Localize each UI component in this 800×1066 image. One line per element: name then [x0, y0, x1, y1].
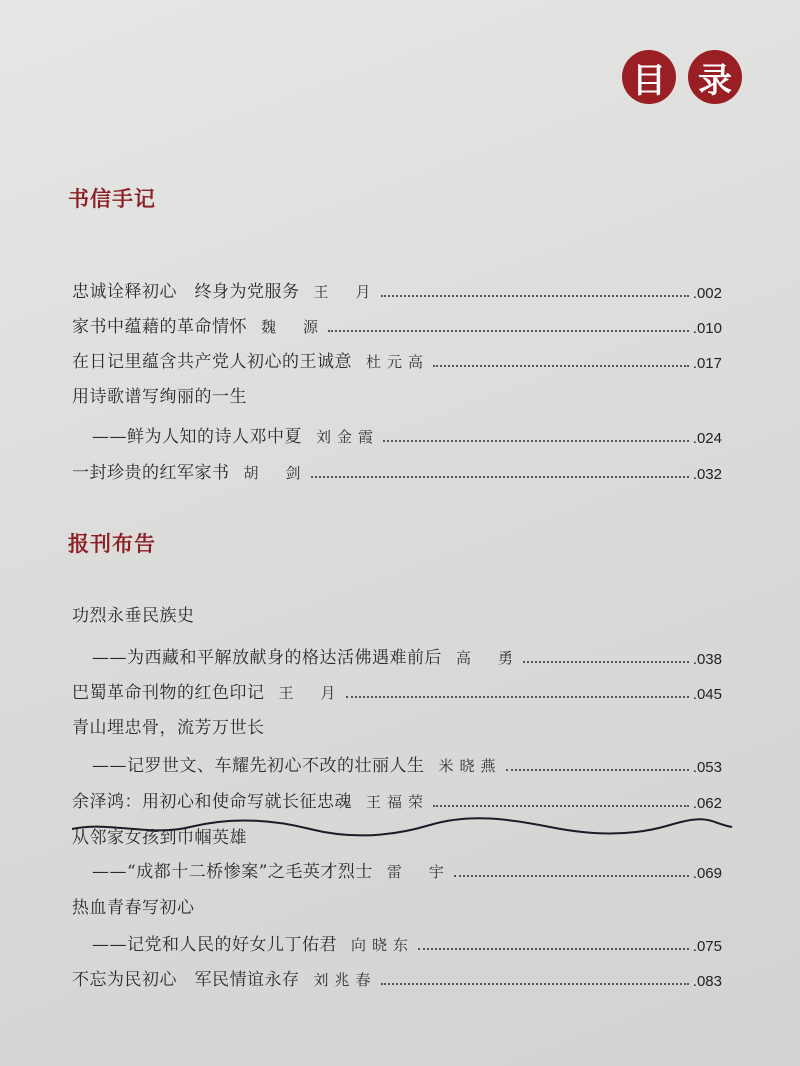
toc-entry [72, 677, 722, 703]
entry-title: 一封珍贵的红军家书 [72, 463, 230, 483]
toc-entry [72, 600, 722, 626]
entry-title: 热血青春写初心 [72, 898, 195, 918]
entry-title: 用诗歌谱写绚丽的一生 [72, 387, 247, 407]
entry-page-number: .062 [692, 795, 722, 812]
dot-leader [433, 805, 689, 807]
entry-page-number: .075 [692, 938, 722, 955]
entry-title: 余泽鸿：用初心和使命写就长征忠魂 [72, 792, 352, 812]
section-heading-newspapers: 报刊布告 [68, 531, 156, 556]
toc-entry [72, 786, 722, 812]
toc-entry [72, 346, 722, 372]
dot-leader [346, 696, 689, 698]
entry-author: 王福荣 [366, 793, 430, 811]
section-heading-letters: 书信手记 [68, 186, 156, 211]
toc-entry-subtitle [92, 642, 722, 668]
entry-title: 从邻家女孩到巾帼英雄 [72, 828, 247, 848]
entry-author: 高 勇 [456, 649, 520, 667]
entry-author: 向晓东 [351, 936, 415, 954]
dot-leader [381, 295, 689, 297]
entry-author: 王 月 [278, 684, 342, 702]
dot-leader [381, 983, 689, 985]
toc-entry [72, 822, 722, 848]
entry-page-number: .032 [692, 466, 722, 483]
entry-page-number: .069 [692, 865, 722, 882]
dot-leader [418, 948, 689, 950]
toc-entry [72, 964, 722, 990]
toc-entry [72, 311, 722, 337]
entry-page-number: .053 [692, 759, 722, 776]
dot-leader [311, 476, 689, 478]
entry-title: ——鲜为人知的诗人邓中夏 [92, 427, 302, 447]
entry-title: 不忘为民初心 军民情谊永存 [72, 970, 300, 990]
toc-entry [72, 457, 722, 483]
toc-entry-subtitle [92, 750, 722, 776]
entry-page-number: .038 [692, 651, 722, 668]
entry-page-number: .002 [692, 285, 722, 302]
entry-author: 王 月 [313, 283, 377, 301]
dot-leader [328, 330, 689, 332]
toc-entry-subtitle [92, 421, 722, 447]
entry-page-number: .045 [692, 686, 722, 703]
entry-title: 巴蜀革命刊物的红色印记 [72, 683, 265, 703]
entry-title: 青山埋忠骨，流芳万世长 [72, 718, 265, 738]
dot-leader [506, 769, 689, 771]
entry-title: 功烈永垂民族史 [72, 606, 195, 626]
dot-leader [433, 365, 689, 367]
entry-title: ——为西藏和平解放献身的格达活佛遇难前后 [92, 648, 442, 668]
entry-author: 杜元高 [366, 353, 430, 371]
dot-leader [383, 440, 689, 442]
entry-page-number: .017 [692, 355, 722, 372]
entry-page-number: .010 [692, 320, 722, 337]
toc-entry [72, 381, 722, 407]
toc-entry [72, 892, 722, 918]
entry-title: 在日记里蕴含共产党人初心的王诚意 [72, 352, 352, 372]
toc-entry-subtitle [92, 929, 722, 955]
entry-author: 魏 源 [261, 318, 325, 336]
entry-author: 胡 剑 [243, 464, 307, 482]
entry-author: 刘金霞 [316, 428, 380, 446]
entry-author: 米晓燕 [438, 757, 502, 775]
toc-title-char-1: 目 [622, 50, 676, 104]
toc-entry [72, 276, 722, 302]
toc-title-char-2: 录 [688, 50, 742, 104]
toc-entry-subtitle [92, 856, 722, 882]
entry-title: ——记党和人民的好女儿丁佑君 [92, 935, 337, 955]
dot-leader [454, 875, 689, 877]
entry-author: 刘兆春 [313, 971, 377, 989]
entry-author: 雷 宇 [386, 863, 450, 881]
entry-page-number: .083 [692, 973, 722, 990]
entry-title: 家书中蕴藉的革命情怀 [72, 317, 247, 337]
entry-title: ——记罗世文、车耀先初心不改的壮丽人生 [92, 756, 425, 776]
entry-title: 忠诚诠释初心 终身为党服务 [72, 282, 300, 302]
dot-leader [523, 661, 689, 663]
entry-title: ——“成都十二桥惨案”之毛英才烈士 [92, 862, 373, 882]
entry-page-number: .024 [692, 430, 722, 447]
toc-entry [72, 712, 722, 738]
